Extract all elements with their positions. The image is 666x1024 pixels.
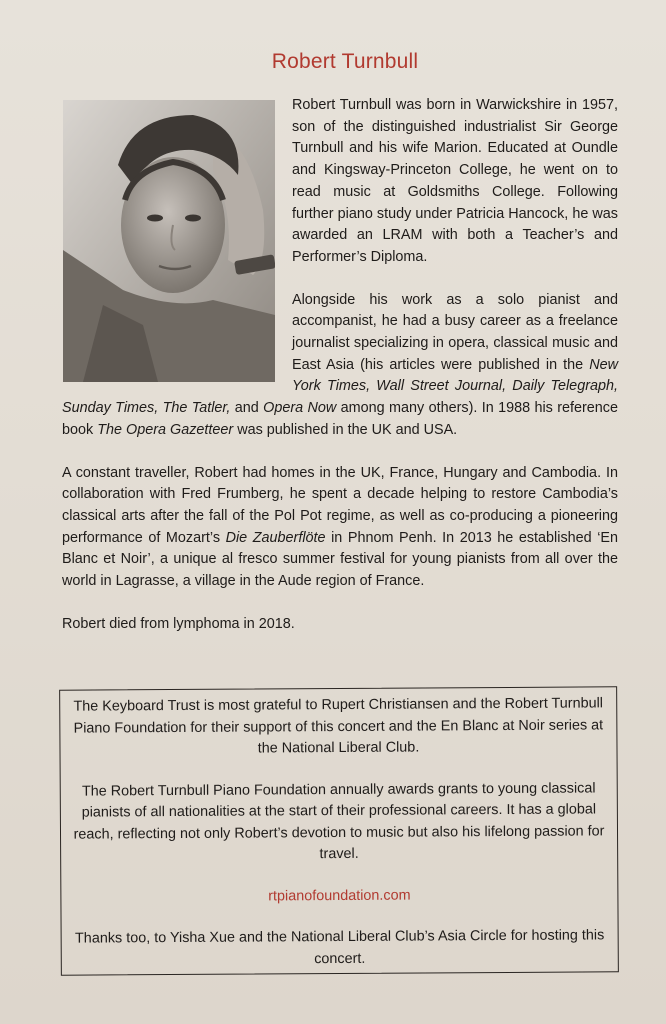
foundation-website-link[interactable]: rtpianofoundation.com bbox=[268, 887, 411, 904]
bio-publication-opera-now: Opera Now bbox=[263, 400, 337, 417]
bio-publications: New York Times, Wall Street Journal, Daily Telegraph, Sunday Times, The Tatler, bbox=[62, 356, 618, 417]
bio-career-text: and bbox=[230, 400, 264, 417]
bio-book-title: The Opera Gazetteer bbox=[97, 421, 234, 438]
acknowledgement-asia-circle: Thanks too, to Yisha Xue and the National Liberal Club’s Asia Circle for hosting this concert. bbox=[74, 927, 605, 967]
biography bbox=[62, 95, 618, 656]
bio-travel-text: A constant traveller, Robert had homes in the UK, France, Hungary and Cambodia. In collaboration with Fred Frumberg, he spent a decade helping to restore Cambodia’s classical arts after the fall of the Pol Pot regime, as well as co-producing a pioneering performance of Mozart’s bbox=[62, 464, 618, 546]
page-title: Robert Turnbull bbox=[271, 50, 419, 73]
bio-career-text: among many others). In 1988 his reference book bbox=[62, 400, 618, 438]
bio-paragraph-early-life: Robert Turnbull was born in Warwickshire in 1957, son of the distinguished industrialist Sir George Turnbull and his wife Marion. Educated at Oundle and Kingsway-Princeton College, he went on to read music at Goldsmiths College. Following further piano study under Patricia Hancock, he was awarded an LRAM with both a Teacher’s and Performer’s Diploma. bbox=[292, 97, 618, 265]
bio-career-text: was published in the UK and USA. bbox=[233, 421, 458, 438]
bio-paragraph-travel bbox=[62, 463, 618, 593]
bio-career-text: Alongside his work as a solo pianist and accompanist, he had a busy career as a freelance journalist specializing in opera, classical music and East Asia (his articles were published in the bbox=[292, 291, 618, 373]
acknowledgement-thanks: The Keyboard Trust is most grateful to Rupert Christiansen and the Robert Turnbull Piano Foundation for their support of this concert and the En Blanc at Noir series at the National Liberal Club. bbox=[73, 695, 604, 757]
foundation-description: The Robert Turnbull Piano Foundation annually awards grants to young classical pianists of all nationalities at the start of their professional careers. It has a global reach, reflecting not only Robert’s devotion to music but also his lifelong passion for travel. bbox=[73, 779, 605, 863]
bio-paragraph-death: Robert died from lymphoma in 2018. bbox=[62, 615, 295, 632]
acknowledgements-box bbox=[59, 686, 619, 975]
bio-travel-text: in Phnom Penh. In 2013 he established ‘En Blanc et Noir’, a unique al fresco summer festival for young pianists from all over the world in Lagrasse, a village in the Aude region of France. bbox=[62, 529, 619, 590]
bio-opera-title: Die Zauberflöte bbox=[225, 529, 326, 546]
